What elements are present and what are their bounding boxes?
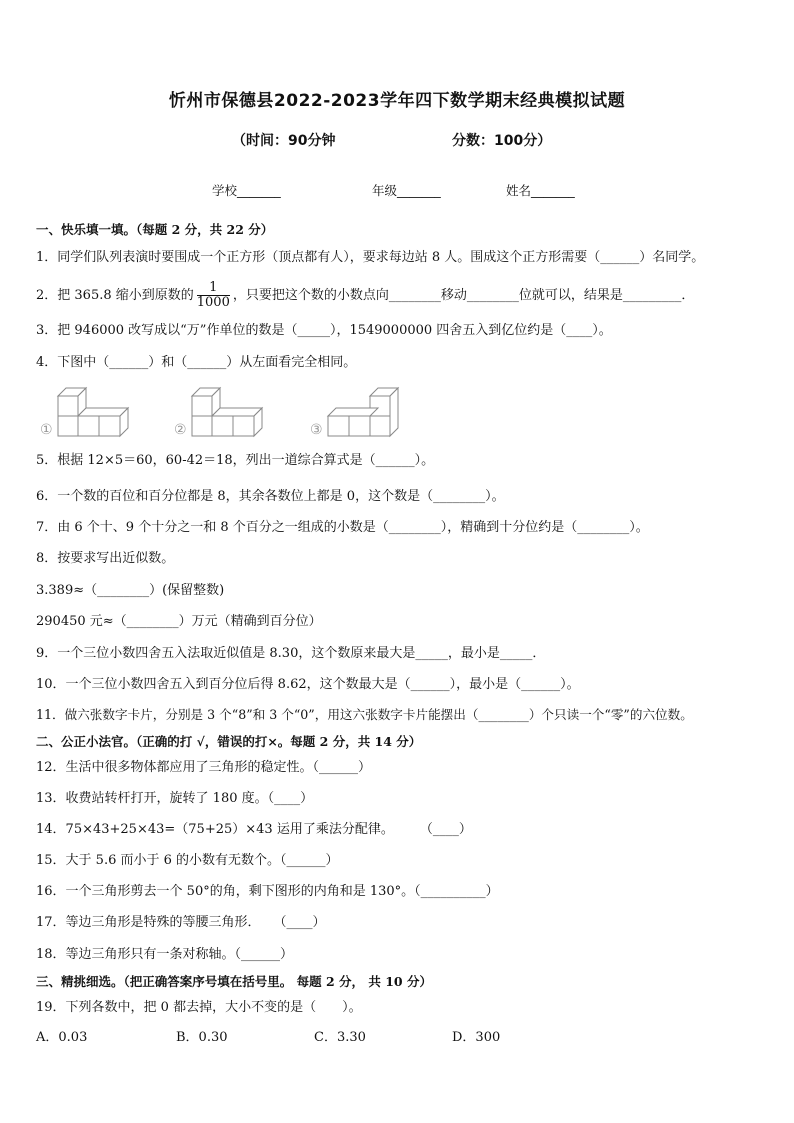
question-7: 7．由 6 个十、9 个十分之一和 8 个百分之一组成的小数是（________），精确到十分位约是（________）。 bbox=[36, 520, 649, 535]
section-3-heading: 三、精挑细选。（把正确答案序号填在括号里。 每题 2 分， 共 10 分） bbox=[36, 974, 432, 989]
question-6: 6．一个数的百位和百分位都是 8，其余各数位上都是 0，这个数是（________）。 bbox=[36, 489, 505, 504]
question-11: 11．做六张数字卡片，分别是 3 个“8”和 3 个“0”，用这六张数字卡片能摆出（________）个只读一个“零”的六位数。 bbox=[36, 707, 693, 722]
question-12: 12．生活中很多物体都应用了三角形的稳定性。（______） bbox=[36, 760, 372, 775]
cube-figure-1 bbox=[40, 380, 140, 440]
school-field: 学校_______ bbox=[212, 183, 281, 198]
fraction-numerator: 1 bbox=[197, 281, 230, 296]
cube-figure-2 bbox=[174, 380, 274, 440]
question-10: 10．一个三位小数四舍五入到百分位后得 8.62，这个数最大是（______），最小是（______）。 bbox=[36, 677, 580, 692]
question-14: 14．75×43+25×43=（75+25）×43 运用了乘法分配律。 （____） bbox=[36, 822, 472, 837]
option-c: C．3.30 bbox=[314, 1030, 366, 1045]
grade-field: 年级_______ bbox=[372, 183, 441, 198]
section-1-heading: 一、快乐填一填。（每题 2 分，共 22 分） bbox=[36, 222, 274, 237]
cube-figure-3 bbox=[310, 380, 410, 440]
page-title: 忻州市保德县2022-2023学年四下数学期末经典模拟试题 bbox=[168, 91, 626, 111]
question-4: 4．下图中（______）和（______）从左面看完全相同。 bbox=[36, 355, 357, 370]
question-2 bbox=[36, 281, 694, 311]
score-label: 分数：100分） bbox=[452, 133, 552, 149]
question-1: 1．同学们队列表演时要围成一个正方形（顶点都有人），要求每边站 8 人。围成这个正方形需要（______）名同学。 bbox=[36, 250, 705, 265]
question-19: 19．下列各数中，把 0 都去掉，大小不变的是（ ）。 bbox=[36, 1000, 362, 1015]
question-2-text-a: 2．把 365.8 缩小到原数的 bbox=[36, 288, 194, 303]
question-16: 16．一个三角形剪去一个 50°的角，剩下图形的内角和是 130°。（__________） bbox=[36, 884, 499, 899]
figure-label-2: ② bbox=[174, 422, 187, 438]
option-a: A．0.03 bbox=[36, 1030, 88, 1045]
option-d: D．300 bbox=[452, 1030, 501, 1045]
name-field: 姓名_______ bbox=[506, 183, 575, 198]
time-label: （时间：90分钟 bbox=[232, 133, 336, 149]
question-8a: 3.389≈（________）(保留整数) bbox=[36, 583, 225, 598]
question-15: 15．大于 5.6 而小于 6 的小数有无数个。（______） bbox=[36, 853, 339, 868]
figure-label-3: ③ bbox=[310, 422, 323, 438]
question-2-text-b: ，只要把这个数的小数点向________移动________位就可以，结果是_________． bbox=[232, 288, 695, 303]
question-17: 17．等边三角形是特殊的等腰三角形． （____） bbox=[36, 915, 326, 930]
question-18: 18．等边三角形只有一条对称轴。（______） bbox=[36, 947, 294, 962]
section-2-heading: 二、公正小法官。（正确的打 √，错误的打×。每题 2 分，共 14 分） bbox=[36, 734, 422, 749]
fraction bbox=[197, 281, 230, 310]
question-13: 13．收费站转杆打开，旋转了 180 度。（____） bbox=[36, 791, 314, 806]
question-8: 8．按要求写出近似数。 bbox=[36, 551, 175, 566]
question-5: 5．根据 12×5＝60，60-42＝18，列出一道综合算式是（______）。 bbox=[36, 453, 435, 468]
option-b: B．0.30 bbox=[176, 1030, 228, 1045]
question-8b: 290450 元≈（________）万元（精确到百分位） bbox=[36, 614, 322, 629]
question-9: 9．一个三位小数四舍五入法取近似值是 8.30，这个数原来最大是_____，最小是_____． bbox=[36, 646, 546, 661]
fraction-denominator: 1000 bbox=[196, 295, 230, 310]
question-3: 3．把 946000 改写成以“万”作单位的数是（_____），1549000000 四舍五入到亿位约是（____）。 bbox=[36, 323, 612, 338]
figure-label-1: ① bbox=[40, 422, 53, 438]
